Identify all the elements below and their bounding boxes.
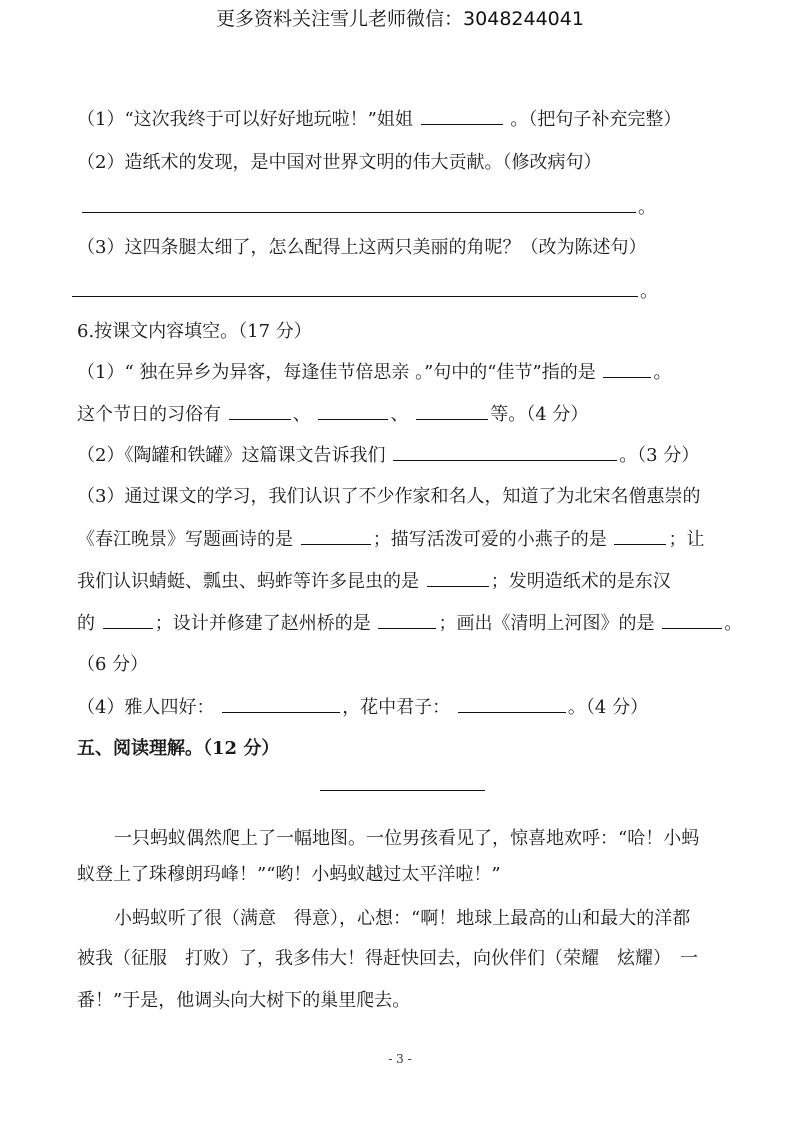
passage-p2-line-3: 番！”于是，他调头向大树下的巢里爬去。 bbox=[77, 990, 411, 1011]
answer-blank[interactable] bbox=[614, 526, 666, 545]
text-segment: （4）雅人四好： bbox=[77, 697, 215, 718]
answer-blank[interactable] bbox=[301, 526, 371, 545]
q6-item-4 bbox=[77, 694, 648, 721]
separator: 、 bbox=[292, 404, 311, 425]
q6-item-3-line-3 bbox=[77, 568, 671, 595]
q6-item-1-line-1 bbox=[77, 359, 671, 386]
q5-item-1-instruction: 。（把句子补充完整） bbox=[510, 109, 682, 130]
answer-blank[interactable] bbox=[222, 694, 340, 713]
answer-blank[interactable] bbox=[427, 568, 489, 587]
q6-item-3-line-1: （3）通过课文的学习，我们认识了不少作家和名人，知道了为北宋名僧惠崇的 bbox=[77, 486, 701, 507]
text-segment: 。（4 分） bbox=[567, 697, 649, 718]
answer-blank[interactable] bbox=[318, 401, 388, 420]
section-5-title: 五、阅读理解。（12 分） bbox=[77, 738, 280, 759]
text-segment: ；让 bbox=[668, 529, 705, 550]
text-segment: 。 bbox=[724, 613, 743, 634]
answer-blank[interactable] bbox=[72, 278, 638, 297]
answer-blank[interactable] bbox=[103, 610, 153, 629]
q6-item-3-line-2 bbox=[77, 526, 704, 553]
answer-blank[interactable] bbox=[662, 610, 722, 629]
passage-title-blank[interactable] bbox=[320, 790, 485, 791]
answer-blank[interactable] bbox=[229, 401, 291, 420]
q5-item-1 bbox=[77, 106, 681, 133]
text-segment: ；设计并修建了赵州桥的是 bbox=[154, 613, 371, 634]
text-segment: 的 bbox=[77, 613, 95, 634]
q5-item-2: （2）造纸术的发现，是中国对世界文明的伟大贡献。（修改病句） bbox=[77, 152, 602, 173]
answer-blank[interactable] bbox=[458, 694, 566, 713]
answer-blank[interactable] bbox=[82, 194, 636, 213]
q6-item-2 bbox=[77, 442, 699, 469]
q5-item-1-prompt: （1）“这次我终于可以好好地玩啦！”姐姐 bbox=[77, 109, 413, 130]
answer-blank[interactable] bbox=[603, 359, 651, 378]
q6-item-2-score: 。（3 分） bbox=[619, 445, 700, 466]
passage-p1-line-2: 蚁登上了珠穆朗玛峰！”“哟！小蚂蚁越过太平洋啦！” bbox=[77, 864, 501, 885]
q5-item-3: （3）这四条腿太细了，怎么配得上这两只美丽的角呢？（改为陈述句） bbox=[77, 237, 647, 258]
separator: 、 bbox=[390, 404, 409, 425]
text-segment: 我们认识蜻蜓、瓢虫、蚂蚱等许多昆虫的是 bbox=[77, 571, 419, 592]
q5-item-2-answer-line bbox=[80, 194, 656, 221]
q6-item-1-score: 等。（4 分） bbox=[490, 404, 589, 425]
q6-item-1-prompt: （1）“ 独在异乡为异客，每逢佳节倍思亲 。”句中的“佳节”指的是 bbox=[77, 362, 596, 383]
answer-blank[interactable] bbox=[416, 401, 488, 420]
q6-title: 6.按课文内容填空。（17 分） bbox=[77, 321, 312, 342]
page-number: - 3 - bbox=[388, 1052, 412, 1066]
q6-item-3-score: （6 分） bbox=[77, 654, 149, 675]
line-end-period: 。 bbox=[653, 362, 672, 383]
text-segment: ；画出《清明上河图》的是 bbox=[438, 613, 655, 634]
q5-item-3-answer-line bbox=[70, 278, 658, 305]
q6-item-1-customs-label: 这个节日的习俗有 bbox=[77, 404, 221, 425]
passage-p2-line-1: 小蚂蚁听了很（满意 得意），心想：“啊！地球上最高的山和最大的洋都 bbox=[114, 908, 691, 929]
passage-p1-line-1: 一只蚂蚁偶然爬上了一幅地图。一位男孩看见了，惊喜地欢呼：“哈！小蚂 bbox=[114, 828, 700, 849]
line-end-period: 。 bbox=[640, 281, 658, 302]
text-segment: ；发明造纸术的是东汉 bbox=[490, 571, 671, 592]
text-segment: ，花中君子： bbox=[342, 697, 451, 718]
q6-item-3-line-4 bbox=[77, 610, 742, 637]
text-segment: 《春江晚景》写题画诗的是 bbox=[77, 529, 293, 550]
answer-blank[interactable] bbox=[421, 106, 503, 125]
q6-item-1-line-2 bbox=[77, 401, 588, 428]
text-segment: ；描写活泼可爱的小燕子的是 bbox=[372, 529, 607, 550]
q6-item-2-prompt: （2）《陶罐和铁罐》这篇课文告诉我们 bbox=[77, 445, 386, 466]
header-watermark: 更多资料关注雪儿老师微信：3048244041 bbox=[216, 8, 584, 30]
line-end-period: 。 bbox=[638, 197, 656, 218]
passage-p2-line-2: 被我（征服 打败）了，我多伟大！得赶快回去，向伙伴们（荣耀 炫耀） 一 bbox=[77, 948, 698, 969]
answer-blank[interactable] bbox=[378, 610, 436, 629]
answer-blank[interactable] bbox=[393, 442, 617, 461]
